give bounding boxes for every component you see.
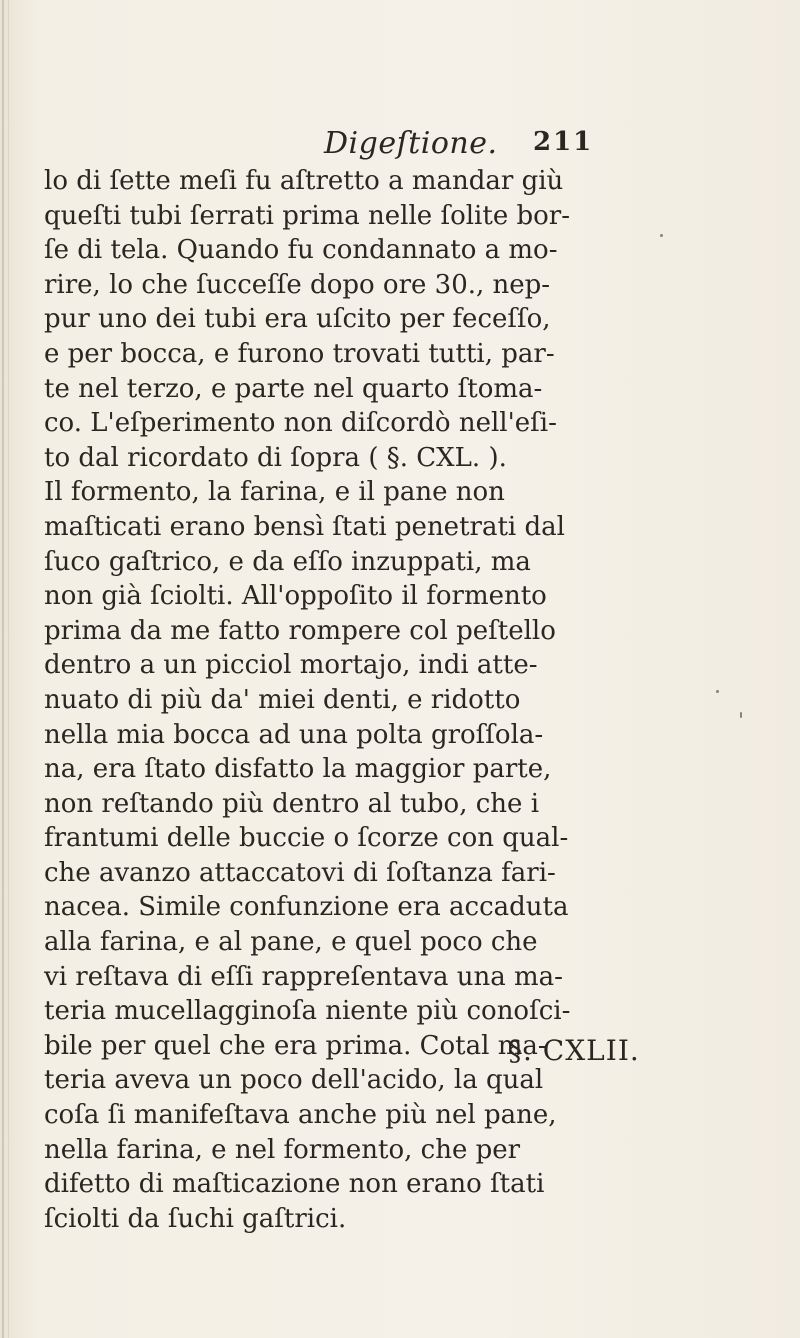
running-title: Digeſtione. — [324, 126, 498, 161]
text-line: pur uno dei tubi era uſcito per feceſſo, — [44, 304, 551, 335]
text-line: te nel terzo, e parte nel quarto ſtoma- — [44, 373, 543, 404]
text-line: alla farina, e al pane, e quel poco che — [44, 927, 538, 958]
text-line: teria mucellagginoſa niente più conoſci- — [44, 996, 571, 1027]
text-line: rire, lo che ſucceſſe dopo ore 30., nep- — [44, 269, 551, 300]
text-line: na, era ſtato disfatto la maggior parte, — [44, 754, 552, 785]
text-line: non già ſciolti. All'oppoſito il formento — [44, 581, 547, 612]
text-line: queſti tubi ſerrati prima nelle ſolite bor- — [44, 200, 570, 231]
body-text — [44, 164, 614, 1236]
text-line: frantumi delle buccie o ſcorze con qual- — [44, 823, 569, 854]
text-line: co. L'eſperimento non diſcordò nell'eſi- — [44, 408, 557, 439]
text-line: che avanzo attaccatovi di ſoſtanza fari- — [44, 857, 556, 888]
page-number: 211 — [533, 127, 594, 157]
text-line: vi reſtava di eſſi rappreſentava una ma- — [44, 961, 563, 992]
text-line: difetto di maſticazione non erano ſtati — [44, 1169, 545, 1200]
section-mark: §. CXLII. — [508, 1034, 640, 1067]
ink-speck — [660, 234, 663, 237]
text-line: bile per quel che era prima. Cotal ma- — [44, 1030, 547, 1061]
text-line: nuato di più da' miei denti, e ridotto — [44, 684, 521, 715]
text-line: e per bocca, e furono trovati tutti, par- — [44, 338, 555, 369]
page-gutter-edge — [2, 0, 4, 1338]
text-line: nella farina, e nel formento, che per — [44, 1134, 521, 1165]
text-line: prima da me fatto rompere col peſtello — [44, 615, 556, 646]
text-line: ſe di tela. Quando fu condannato a mo- — [44, 235, 558, 266]
text-line: ſciolti da ſuchi gaſtrici. — [44, 1203, 347, 1234]
text-line: dentro a un picciol mortajo, indi atte- — [44, 650, 538, 681]
text-line: coſa ſi manifeſtava anche più nel pane, — [44, 1100, 557, 1131]
text-line: teria aveva un poco dell'acido, la qual — [44, 1065, 544, 1096]
text-line: ſuco gaſtrico, e da eſſo inzuppati, ma — [44, 546, 531, 577]
text-line: to dal ricordato di ſopra ( §. CXL. ). — [44, 442, 507, 473]
page-header — [0, 126, 800, 162]
text-line: nacea. Simile confunzione era accaduta — [44, 892, 569, 923]
text-line: maſticati erano bensì ſtati penetrati dal — [44, 511, 565, 542]
ink-speck — [740, 712, 742, 718]
ink-speck — [716, 690, 719, 693]
page-gutter-shadow — [8, 0, 9, 1338]
text-line: nella mia bocca ad una polta groſſola- — [44, 719, 544, 750]
text-line: non reſtando più dentro al tubo, che i — [44, 788, 540, 819]
text-line: lo di ſette meſi fu aſtretto a mandar giù — [44, 166, 564, 196]
text-line: Il formento, la farina, e il pane non — [44, 477, 505, 508]
